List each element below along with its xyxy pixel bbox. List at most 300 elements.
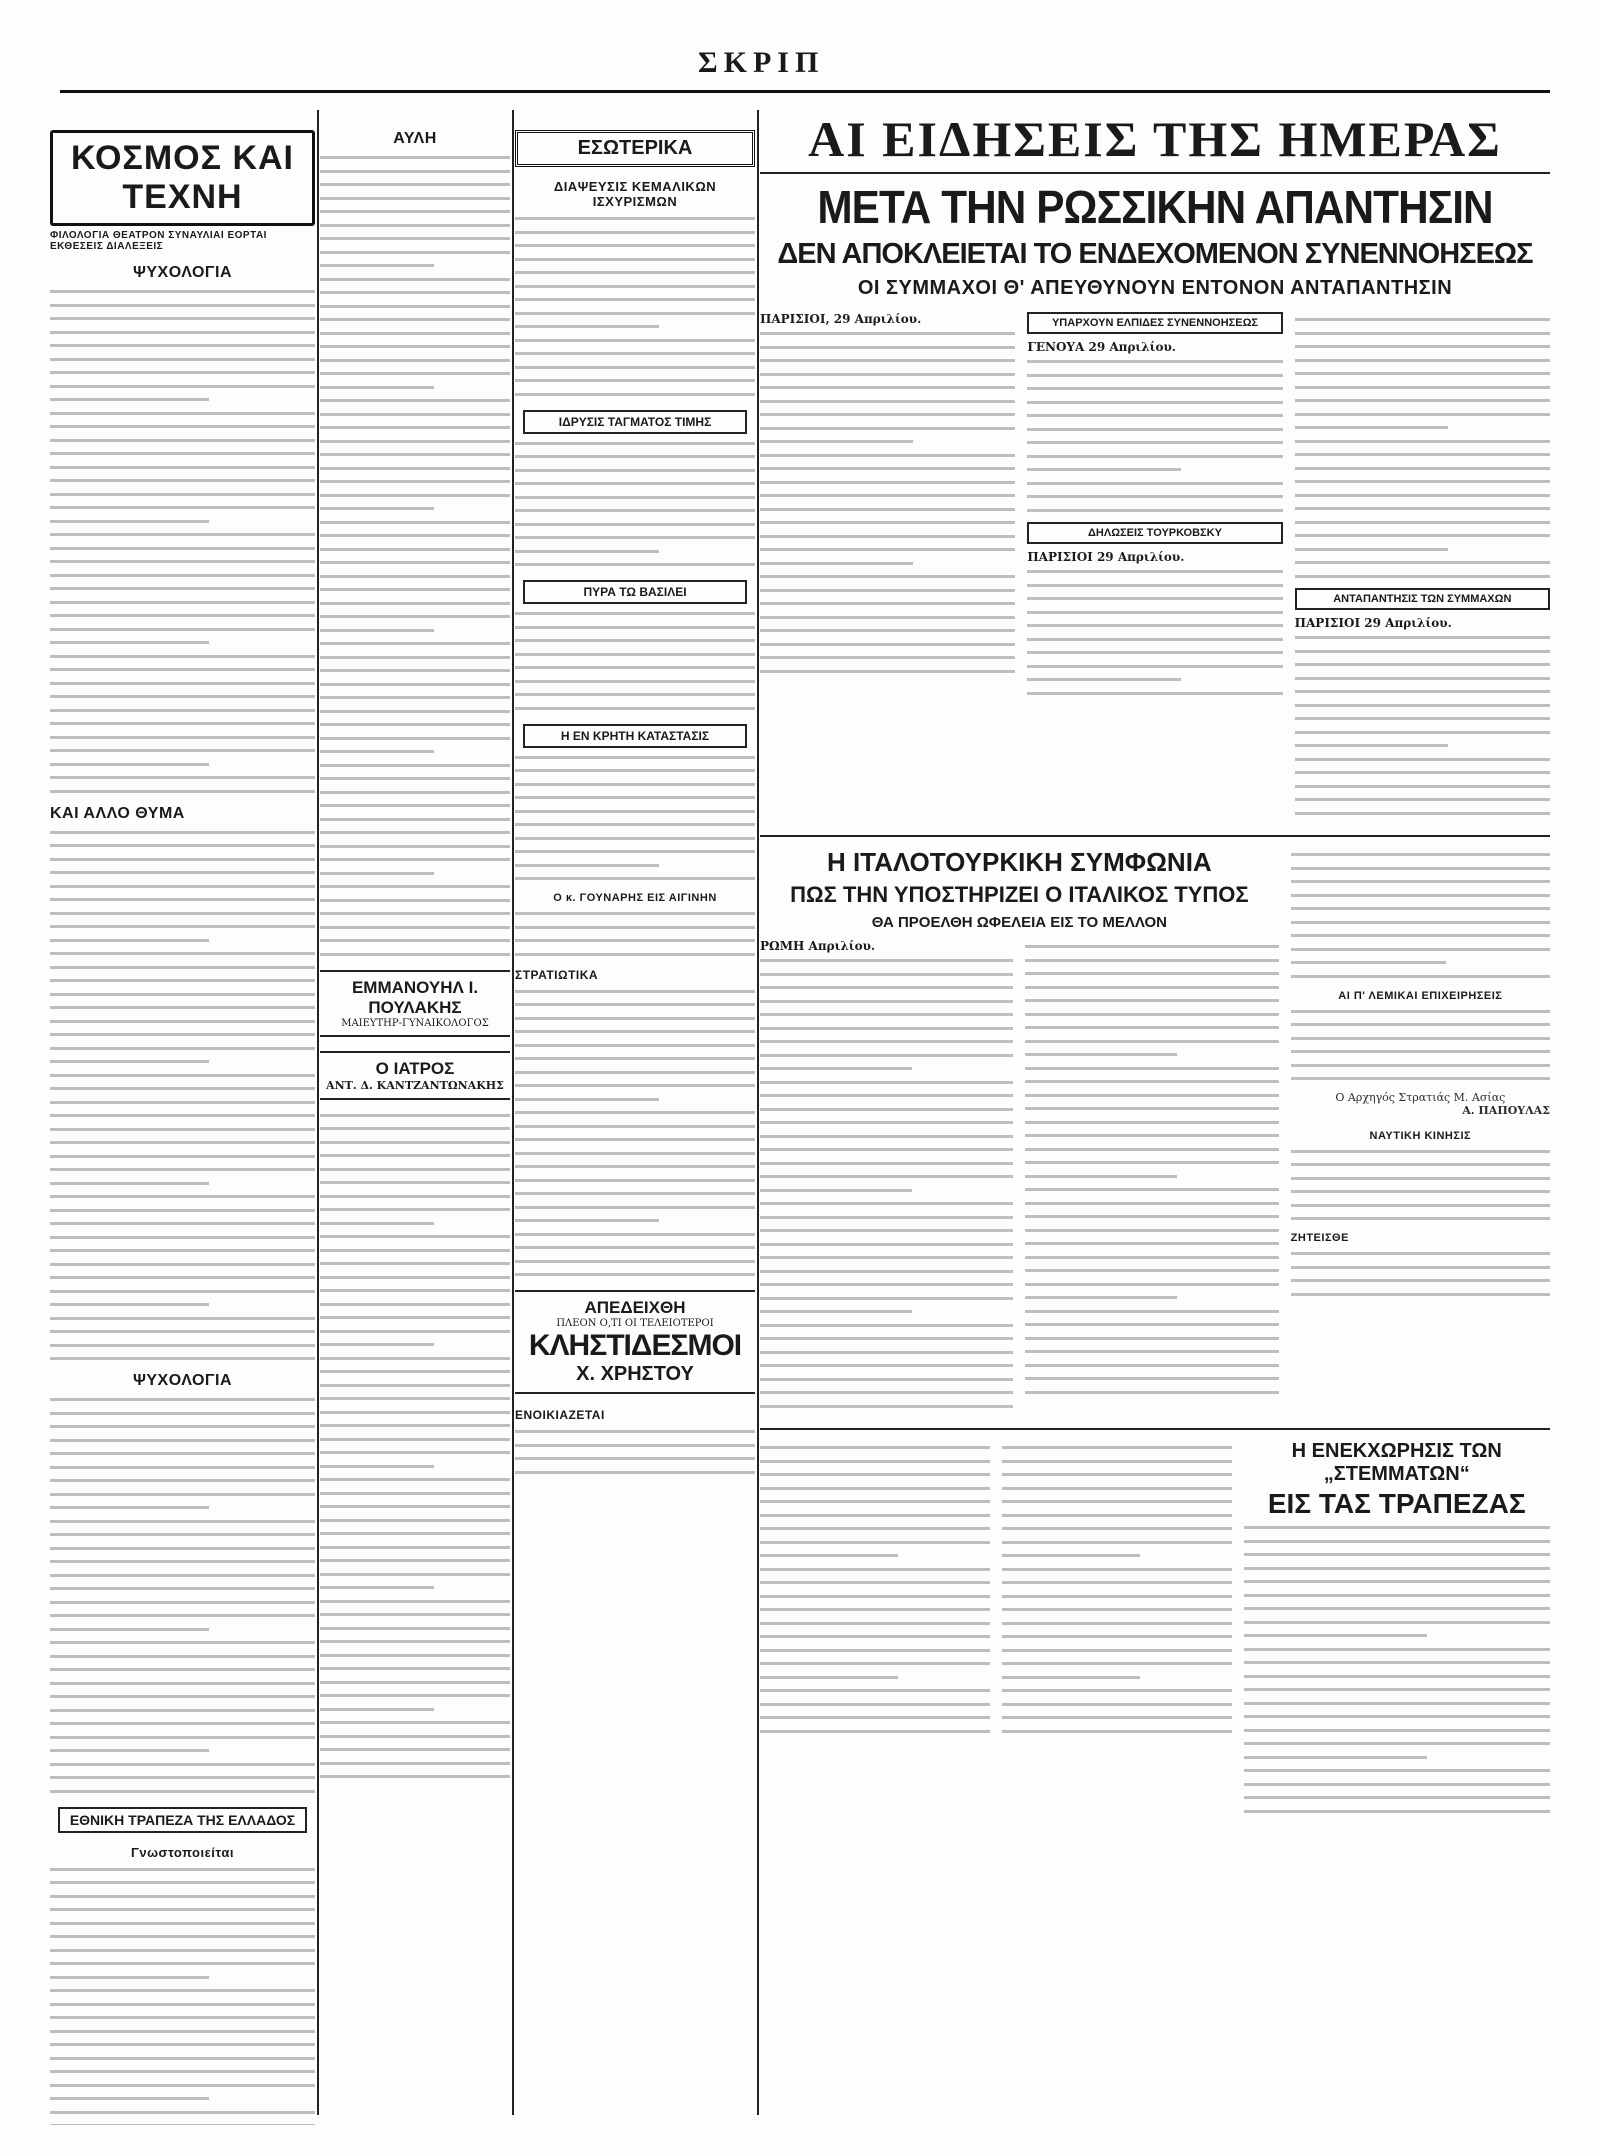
article-heading: ΝΑΥΤΙΚΗ ΚΙΝΗΣΙΣ	[1369, 1129, 1472, 1142]
text-line	[320, 1141, 510, 1144]
text-line	[50, 2097, 209, 2100]
text-line	[50, 1935, 315, 1938]
text-line	[1244, 1715, 1550, 1718]
text-line	[50, 1547, 315, 1550]
text-line	[1027, 611, 1282, 614]
section-subtitle: ΦΙΛΟΛΟΓΙΑ ΘΕΑΤΡΟΝ ΣΥΝΑΥΛΙΑΙ ΕΟΡΤΑΙ ΕΚΘΕΣΕΙΣ ΔΙΑΛΕΞΕΙΣ	[50, 230, 267, 252]
text-line	[1025, 959, 1278, 962]
news-columns-final	[760, 1440, 1550, 1823]
text-line	[1025, 1296, 1177, 1299]
text-line	[760, 1283, 1013, 1286]
text-line	[760, 494, 1015, 497]
news-subcolumn	[1025, 939, 1278, 1418]
text-line	[760, 346, 1015, 349]
article-body	[1002, 1446, 1232, 1733]
column-avli	[320, 110, 510, 2125]
text-line	[320, 1735, 510, 1738]
text-line	[1002, 1527, 1232, 1530]
text-line	[320, 1613, 510, 1616]
text-line	[50, 2003, 315, 2006]
text-line	[1244, 1783, 1550, 1786]
text-line	[760, 467, 1015, 470]
text-line	[1295, 399, 1550, 402]
text-line	[320, 197, 510, 200]
article-subheading: ΘΑ ΠΡΟΕΛΘΗ ΩΦΕΛΕΙΑ ΕΙΣ ΤΟ ΜΕΛΛΟΝ	[871, 914, 1167, 931]
text-line	[320, 777, 510, 780]
text-line	[1291, 1064, 1550, 1067]
text-line	[1295, 480, 1550, 483]
text-line	[760, 1595, 990, 1598]
column-main-news	[760, 110, 1550, 2125]
text-line	[320, 1168, 510, 1171]
text-line	[50, 2084, 315, 2087]
text-line	[50, 1439, 315, 1442]
text-line	[320, 642, 510, 645]
text-line	[320, 291, 510, 294]
article-columns	[760, 1440, 1232, 1743]
article-body	[1291, 1252, 1550, 1296]
text-line	[760, 1635, 990, 1638]
text-line	[50, 1344, 315, 1347]
text-line	[50, 371, 315, 374]
ad-title: ΑΠΕΔΕΙΧΘΗ	[584, 1298, 686, 1317]
text-line	[1291, 975, 1550, 978]
text-line	[320, 1600, 510, 1603]
text-line	[1295, 386, 1550, 389]
text-line	[320, 1519, 510, 1522]
text-line	[760, 1676, 898, 1679]
text-line	[320, 332, 510, 335]
text-line	[50, 358, 315, 361]
text-line	[50, 574, 315, 577]
text-line	[1295, 453, 1550, 456]
text-line	[1291, 867, 1550, 870]
article-body	[1291, 853, 1550, 978]
text-line	[1295, 717, 1550, 720]
text-line	[1027, 428, 1282, 431]
text-line	[50, 1330, 315, 1333]
text-line	[1002, 1703, 1232, 1706]
text-line	[515, 217, 755, 220]
text-line	[320, 1411, 510, 1414]
text-line	[1002, 1473, 1232, 1476]
subheadline-small: ΟΙ ΣΥΜΜΑΧΟΙ Θ' ΑΠΕΥΘΥΝΟΥΝ ΕΝΤΟΝΟΝ ΑΝΤΑΠΑΝΤΗΣΙΝ	[857, 277, 1453, 299]
text-line	[320, 561, 510, 564]
article-subheading: ΠΩΣ ΤΗΝ ΥΠΟΣΤΗΡΙΖΕΙ Ο ΙΤΑΛΙΚΟΣ ΤΥΠΟΣ	[790, 882, 1249, 907]
dateline: ΓΕΝΟΥΑ 29 Απριλίου.	[1027, 340, 1176, 354]
text-line	[50, 1895, 315, 1898]
article-body	[760, 959, 1013, 1408]
news-subcolumn-wide	[760, 1440, 1232, 1823]
text-line	[50, 1074, 315, 1077]
text-line	[1025, 1094, 1278, 1097]
text-line	[320, 683, 510, 686]
text-line	[50, 1290, 315, 1293]
text-line	[515, 693, 755, 696]
text-line	[515, 455, 755, 458]
text-line	[320, 278, 510, 281]
text-line	[320, 750, 434, 753]
text-line	[1025, 1350, 1278, 1353]
text-line	[320, 1708, 434, 1711]
text-line	[50, 1709, 315, 1712]
text-line	[50, 1493, 315, 1496]
text-line	[50, 668, 315, 671]
text-line	[320, 507, 434, 510]
text-line	[1002, 1514, 1232, 1517]
text-line	[50, 885, 315, 888]
text-line	[320, 1208, 510, 1211]
text-line	[1295, 812, 1550, 815]
text-line	[320, 791, 510, 794]
text-line	[50, 1128, 315, 1131]
text-line	[320, 1276, 510, 1279]
text-line	[760, 1541, 990, 1544]
article-heading: ΕΙΣ ΤΑΣ ΤΡΑΠΕΖΑΣ	[1267, 1488, 1526, 1519]
text-line	[50, 1101, 315, 1104]
text-line	[320, 1397, 510, 1400]
text-line	[760, 1662, 990, 1665]
text-line	[50, 1655, 315, 1658]
text-line	[760, 373, 1015, 376]
text-line	[320, 1249, 510, 1252]
text-line	[515, 1260, 755, 1263]
text-line	[760, 656, 1015, 659]
text-line	[515, 1057, 755, 1060]
text-line	[760, 1730, 990, 1733]
article-heading: ΔΙΑΨΕΥΣΙΣ ΚΕΜΑΛΙΚΩΝ ΙΣΧΥΡΙΣΜΩΝ	[553, 179, 717, 209]
text-line	[1295, 561, 1550, 564]
text-line	[320, 696, 510, 699]
text-line	[320, 1654, 510, 1657]
text-line	[515, 783, 755, 786]
text-line	[50, 560, 315, 563]
text-line	[1027, 638, 1282, 641]
text-line	[50, 493, 315, 496]
ad-name: Χ. ΧΡΗΣΤΟΥ	[576, 1363, 694, 1385]
text-line	[50, 2057, 315, 2060]
text-line	[50, 1249, 315, 1252]
text-line	[1002, 1568, 1232, 1571]
article-body	[515, 756, 755, 881]
text-line	[1291, 1077, 1550, 1080]
text-line	[1295, 575, 1550, 578]
text-line	[320, 534, 510, 537]
text-line	[1244, 1567, 1550, 1570]
text-line	[50, 1989, 315, 1992]
text-line	[320, 548, 510, 551]
section-title-kosmos: ΚΟΣΜΟΣ ΚΑΙ ΤΕΧΝΗ	[50, 130, 315, 226]
text-line	[515, 1246, 755, 1249]
text-line	[1244, 1702, 1550, 1705]
text-line	[515, 563, 755, 566]
column-rule	[757, 110, 759, 2115]
text-line	[50, 1087, 315, 1090]
text-line	[320, 1559, 510, 1562]
news-columns-top	[760, 312, 1550, 825]
text-line	[50, 695, 315, 698]
text-line	[50, 628, 315, 631]
text-line	[50, 858, 315, 861]
text-line	[1244, 1688, 1550, 1691]
advertisement-kleistidesmoi	[515, 1290, 755, 1394]
text-line	[1027, 441, 1282, 444]
dateline: ΡΩΜΗ Απριλίου.	[760, 939, 876, 953]
text-line	[1244, 1810, 1550, 1813]
text-line	[1002, 1676, 1140, 1679]
text-line	[760, 959, 1013, 962]
text-line	[760, 1013, 1013, 1016]
advertisement	[320, 1051, 510, 1100]
text-line	[760, 1000, 1013, 1003]
text-line	[50, 601, 315, 604]
text-line	[320, 1762, 510, 1765]
text-line	[50, 844, 315, 847]
text-line	[760, 413, 1015, 416]
text-line	[1295, 636, 1550, 639]
text-line	[50, 439, 315, 442]
text-line	[1291, 1050, 1550, 1053]
text-line	[320, 156, 510, 159]
text-line	[320, 1316, 510, 1319]
text-line	[1295, 758, 1550, 761]
text-line	[1244, 1769, 1550, 1772]
text-line	[515, 877, 755, 880]
article-body	[515, 217, 755, 396]
text-line	[515, 850, 755, 853]
text-line	[320, 575, 510, 578]
text-line	[1291, 1293, 1550, 1296]
text-line	[1295, 521, 1550, 524]
text-line	[320, 399, 510, 402]
text-line	[1002, 1635, 1232, 1638]
text-line	[320, 804, 510, 807]
text-line	[1295, 494, 1550, 497]
signature-title: Ο Αρχηγός Στρατιάς Μ. Ασίας	[1335, 1090, 1506, 1104]
text-line	[320, 723, 510, 726]
text-line	[1291, 1037, 1550, 1040]
text-line	[320, 1424, 510, 1427]
text-line	[50, 344, 315, 347]
text-line	[515, 1071, 755, 1074]
text-line	[760, 1229, 1013, 1232]
text-line	[760, 400, 1015, 403]
text-line	[1025, 945, 1278, 948]
text-line	[1291, 1279, 1550, 1282]
text-line	[1002, 1487, 1232, 1490]
text-line	[50, 587, 315, 590]
text-line	[1002, 1595, 1232, 1598]
text-line	[50, 1209, 315, 1212]
text-line	[760, 589, 1015, 592]
text-line	[320, 737, 510, 740]
text-line	[50, 1263, 315, 1266]
article-heading: Ο κ. ΓΟΥΝΑΡΗΣ ΕΙΣ ΑΙΓΙΝΗΝ	[553, 892, 717, 904]
text-line	[760, 521, 1015, 524]
text-line	[760, 1689, 990, 1692]
text-line	[515, 1138, 755, 1141]
news-subcolumn	[1291, 847, 1550, 1418]
text-line	[1027, 360, 1282, 363]
article-body	[50, 1398, 315, 1793]
text-line	[320, 710, 510, 713]
text-line	[1291, 934, 1550, 937]
text-line	[515, 1084, 755, 1087]
article-heading: ΖΗΤΕΙΣΘΕ	[1290, 1232, 1349, 1244]
article-heading: Η ΕΝ ΚΡΗΤΗ ΚΑΤΑΣΤΑΣΙΣ	[523, 724, 747, 748]
article-body	[1025, 945, 1278, 1394]
text-line	[515, 393, 755, 396]
text-line	[1291, 1177, 1550, 1180]
text-line	[320, 615, 510, 618]
text-line	[50, 1114, 315, 1117]
text-line	[1027, 455, 1282, 458]
text-line	[1027, 414, 1282, 417]
article-heading: ΕΘΝΙΚΗ ΤΡΑΠΕΖΑ ΤΗΣ ΕΛΛΑΔΟΣ	[58, 1807, 307, 1833]
text-line	[320, 345, 510, 348]
text-line	[50, 1236, 315, 1239]
text-line	[760, 1148, 1013, 1151]
text-line	[320, 1262, 510, 1265]
text-line	[1291, 961, 1447, 964]
text-line	[760, 643, 1015, 646]
article-heading: ΣΤΡΑΤΙΩΤΙΚΑ	[515, 967, 599, 982]
text-line	[1291, 1204, 1550, 1207]
text-line	[320, 453, 510, 456]
text-line	[320, 1492, 510, 1495]
text-line	[320, 1127, 510, 1130]
text-line	[1027, 692, 1282, 695]
article-heading: ΔΗΛΩΣΕΙΣ ΤΟΥΡΚΟΒΣΚΥ	[1027, 522, 1282, 544]
text-line	[50, 290, 315, 293]
news-subcolumn	[1295, 312, 1550, 825]
text-line	[320, 1384, 510, 1387]
text-line	[320, 1775, 510, 1778]
text-line	[320, 1640, 510, 1643]
text-line	[1025, 986, 1278, 989]
article-body	[1291, 1150, 1550, 1221]
text-line	[760, 1554, 898, 1557]
text-line	[1291, 894, 1550, 897]
text-line	[1027, 401, 1282, 404]
text-line	[760, 1581, 990, 1584]
text-line	[760, 1364, 1013, 1367]
text-line	[1295, 690, 1550, 693]
text-line	[50, 1466, 315, 1469]
text-line	[515, 1273, 755, 1276]
text-line	[1025, 1337, 1278, 1340]
text-line	[50, 1506, 209, 1509]
text-line	[760, 1067, 912, 1070]
text-line	[760, 1514, 990, 1517]
text-line	[515, 285, 755, 288]
text-line	[50, 547, 315, 550]
text-line	[760, 535, 1015, 538]
text-line	[50, 925, 315, 928]
text-line	[1291, 1217, 1550, 1220]
text-line	[50, 2043, 315, 2046]
text-line	[50, 1276, 315, 1279]
divider	[760, 835, 1550, 837]
text-line	[1027, 678, 1180, 681]
text-line	[320, 210, 510, 213]
text-line	[1025, 1242, 1278, 1245]
article-body	[320, 1114, 510, 1779]
text-line	[320, 494, 510, 497]
ad-title: Ο ΙΑΤΡΟΣ	[375, 1058, 455, 1078]
news-subcolumn	[760, 1440, 990, 1743]
text-line	[1027, 570, 1282, 573]
text-line	[515, 258, 755, 261]
text-line	[760, 1568, 990, 1571]
text-line	[760, 1202, 1013, 1205]
article-heading: Η ΙΤΑΛΟΤΟΥΡΚΙΚΗ ΣΥΜΦΩΝΙΑ	[826, 847, 1212, 877]
text-line	[50, 1425, 315, 1428]
text-line	[50, 641, 209, 644]
text-line	[50, 1682, 315, 1685]
text-line	[515, 298, 755, 301]
text-line	[760, 629, 1015, 632]
text-line	[320, 669, 510, 672]
text-line	[1025, 1013, 1278, 1016]
column-rule	[512, 110, 514, 2115]
text-line	[515, 1125, 755, 1128]
text-line	[515, 325, 659, 328]
text-line	[50, 736, 315, 739]
text-line	[1295, 345, 1550, 348]
text-line	[1027, 584, 1282, 587]
article-heading: ΚΑΙ ΑΛΛΟ ΘΥΜΑ	[50, 804, 185, 822]
text-line	[320, 413, 510, 416]
text-line	[1244, 1648, 1550, 1651]
ad-subtitle: ΜΑΙΕΥΤΗΡ-ΓΥΝΑΙΚΟΛΟΓΟΣ	[341, 1017, 489, 1029]
column-kosmos	[50, 110, 315, 2125]
text-line	[1027, 495, 1282, 498]
text-line	[515, 953, 755, 956]
text-line	[320, 858, 510, 861]
text-line	[50, 655, 315, 658]
text-line	[515, 796, 755, 799]
text-line	[320, 1303, 510, 1306]
text-line	[320, 183, 510, 186]
text-line	[1295, 677, 1550, 680]
text-line	[50, 979, 315, 982]
text-line	[1027, 387, 1282, 390]
news-subcolumn	[760, 939, 1013, 1418]
text-line	[320, 1478, 510, 1481]
news-subcolumn	[1027, 312, 1282, 825]
text-line	[760, 1054, 1013, 1057]
text-line	[515, 666, 755, 669]
text-line	[515, 496, 755, 499]
text-line	[50, 749, 315, 752]
text-line	[1244, 1742, 1550, 1745]
text-line	[1002, 1500, 1232, 1503]
text-line	[320, 386, 434, 389]
masthead-title: ΣΚΡΙΠ	[680, 46, 842, 80]
text-line	[320, 1370, 510, 1373]
article-body	[1027, 570, 1282, 695]
text-line	[320, 1330, 510, 1333]
text-line	[50, 1479, 315, 1482]
text-line	[760, 386, 1015, 389]
text-line	[320, 602, 510, 605]
text-line	[50, 1168, 315, 1171]
ad-headline: ΚΛΗΣΤΙΔΕΣΜΟΙ	[528, 1329, 742, 1362]
text-line	[50, 898, 315, 901]
text-line	[50, 1614, 315, 1617]
text-line	[320, 1222, 434, 1225]
